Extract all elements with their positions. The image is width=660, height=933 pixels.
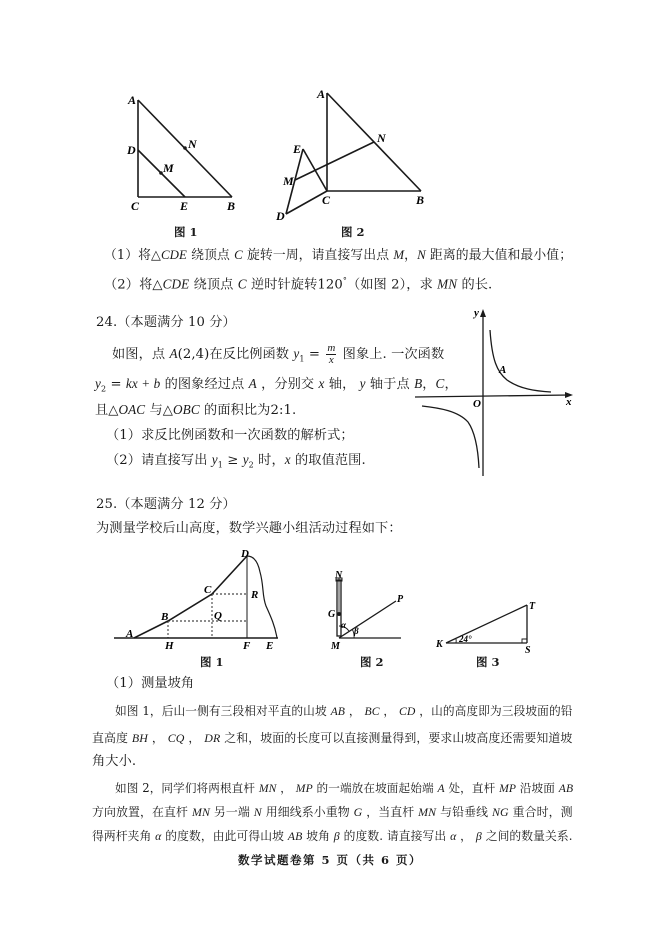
q24-part-1: （1）求反比例函数和一次函数的解析式； [106,428,354,443]
q25-p2-line-2 [92,803,573,821]
label-q: Q [214,610,222,622]
hyperbola-branch-2 [422,406,479,468]
text: 与铅垂线 [436,805,493,819]
math: C [234,248,243,262]
text: ， [404,248,418,263]
math: OAC [118,402,146,417]
label-m: M [163,161,174,175]
text: 如图 1，后山一侧有三段相对平直的山坡 [115,704,331,718]
label-a: A [499,364,507,376]
math: BC [364,705,380,718]
label-t: T [529,601,536,612]
text: 得两杆夹角 [92,829,156,843]
math: kx + b [125,376,161,391]
label-d: D [127,143,136,157]
q23-figure-2 [270,84,440,224]
text: ≥ [222,453,243,468]
point-n [183,146,187,150]
math: A [248,376,257,391]
text: 与△ [145,403,174,418]
math: DR [204,731,221,745]
math: AB [287,830,303,843]
label-m: M [331,641,340,652]
text: 的面积比为2:1. [199,403,297,418]
q23-figure-1 [120,88,250,213]
weight-g [337,612,341,616]
text: (2,4) [177,347,210,362]
label-r: R [251,589,259,601]
text: ，分别交 [256,377,319,392]
label-a: A [317,87,326,101]
math: C [435,376,445,391]
text: 且△ [95,403,119,418]
label-p: P [397,594,404,605]
math: MP [499,782,517,795]
math: CQ [167,731,185,745]
label-d: D [276,209,285,223]
page-footer: 数学试题卷第 5 页（共 6 页） [237,853,423,867]
text: ， [345,704,365,718]
x-axis [415,395,570,397]
math: A [437,782,445,795]
text: = [106,377,126,392]
math: α [155,830,162,843]
angle-label: 24° [459,634,472,644]
label-d: D [241,548,249,560]
q25-part-1-title: （1）测量坡角 [106,676,195,691]
math: y [242,452,249,467]
segment-mn [295,142,374,180]
text: 坡角 [302,829,334,843]
text: ， [444,377,458,392]
math-sub: 1 [299,354,305,364]
text: 的取值范围. [290,453,366,468]
text: （1）将△ [104,248,162,263]
q25-figure-2-caption: 图 2 [360,655,384,669]
math-sub: 2 [100,384,107,394]
q23-part-1 [104,246,572,265]
text: 绕顶点 [186,248,235,263]
text: 的一端放在坡面起始端 [312,781,438,795]
label-y: y [474,307,479,319]
degree: ° [342,276,347,285]
text: 沿坡面 [516,781,559,795]
label-x: x [566,396,572,408]
math: BH [131,731,148,745]
label-n: N [188,137,197,151]
q24-function-graph [412,304,588,480]
label-e: E [266,640,274,652]
text: 重合时，测 [508,805,573,819]
text: 轴， [324,377,360,392]
q23-part-2 [104,272,492,294]
math: CDE [162,276,190,292]
text: 的长. [457,277,493,293]
text: = [304,347,325,362]
q25-p2-line-1 [115,779,573,798]
label-e: E [180,199,189,213]
text: （2）请直接写出 [106,453,212,468]
hyperbola-branch-1 [490,330,551,392]
math: y [95,376,101,391]
text: 方向放置，在直杆 [92,805,192,819]
text: ， [422,377,436,392]
q25-figure-2 [325,565,415,651]
math: AB [558,782,574,795]
math: β [333,830,340,843]
text: 距离的最大值和最小值； [425,248,573,263]
math: G [353,805,363,819]
text: 图象上. 一次函数 [338,347,445,362]
q25-figure-3-caption: 图 3 [476,655,500,669]
text: 绕顶点 [189,277,238,293]
q24-line-3 [95,401,296,420]
label-b: B [161,611,169,623]
text: 之和，坡面的长度可以直接测量得到，要求山坡高度还需要知道坡 [220,731,573,745]
text: ， [379,704,400,718]
label-beta: β [354,626,359,636]
text: 用细线系小重物 [261,805,354,819]
text: ，山的高度即为三段坡面的铅 [415,704,573,718]
text: 处，直杆 [444,781,500,795]
math: C [237,276,247,292]
math: MN [191,805,210,819]
segment-dc [286,191,327,214]
label-n: N [335,570,343,581]
text: 另一端 [210,805,254,819]
label-k: K [436,639,443,650]
math: CDE [161,248,187,262]
text: 的图象经过点 [160,377,249,392]
math: N [253,805,262,819]
q24-line-2 [95,375,458,399]
label-s: S [525,645,531,656]
text: （如图 2），求 [346,277,438,293]
q23-figure-1-caption: 图 1 [174,225,198,239]
math: MN [418,805,437,819]
label-a: A [126,628,134,640]
math-sub: 1 [217,460,223,470]
q24-part-2 [106,451,366,475]
math-sub: 2 [248,460,254,470]
math: α [450,830,457,843]
label-c: C [131,199,140,213]
text: ， [456,829,476,843]
q24-heading: 24.（本题满分 10 分） [96,315,236,330]
label-a: A [128,93,137,107]
text: 的度数，由此可得山坡 [161,829,288,843]
label-f: F [243,640,251,652]
text: 逆时针旋转120 [246,277,343,293]
math: MN [258,782,277,795]
text: 的度数. 请直接写出 [339,829,451,843]
label-h: H [165,640,174,652]
text: 在反比例函数 [209,347,294,362]
label-b: B [416,193,425,207]
math: OBC [173,402,200,417]
math: y [359,376,366,391]
label-e: E [293,142,302,156]
label-g: G [328,609,336,620]
math: x [284,452,291,467]
text: 直高度 [92,731,132,745]
text: ， [184,731,205,745]
text: ， [147,731,168,745]
text: 如图 2，同学们将两根直杆 [115,781,259,795]
label-o: O [473,398,481,410]
text: 轴于点 [365,377,415,392]
math: A [169,346,178,361]
q25-p1-line-2 [92,729,572,747]
q25-intro: 为测量学校后山高度，数学兴趣小组活动过程如下： [96,521,402,536]
text: 如图，点 [112,347,170,362]
q25-p2-line-3 [92,827,573,846]
q25-figure-1-caption: 图 1 [200,655,224,669]
q24-line-1 [112,343,444,369]
math: MN [437,276,458,292]
math: NG [492,805,509,819]
y-axis-arrow [480,309,486,317]
math: y [211,452,218,467]
math: MP [295,782,313,795]
math: B [414,376,423,391]
math: y [293,346,300,361]
numerator: m [327,342,336,354]
math: β [475,830,482,843]
q25-p1-line-1 [115,702,573,721]
text: ， [276,781,296,795]
math: x [318,376,325,391]
q25-figure-1 [112,546,292,654]
math: CD [399,705,416,718]
denominator: x [328,354,334,366]
q25-p1-line-3: 角大小. [92,754,137,769]
q25-figure-3 [430,598,550,656]
math: AB [330,705,346,718]
label-n: N [377,131,386,145]
label-b: B [227,199,236,213]
label-c: C [322,193,331,207]
text: （2）将△ [104,277,163,293]
rod-mp [339,601,396,638]
text: 时， [253,453,285,468]
slope-abcd [134,556,247,638]
q23-figure-2-caption: 图 2 [341,225,365,239]
fraction [326,343,336,366]
text: 旋转一周，请直接写出点 [242,248,394,263]
text: 之间的数量关系. [481,829,573,843]
math: M [393,248,405,262]
q25-heading: 25.（本题满分 12 分） [96,497,236,512]
math: N [417,248,426,262]
label-c: C [204,584,212,596]
label-alpha: α [341,620,346,630]
label-m: M [283,174,294,188]
text: ，当直杆 [362,805,419,819]
